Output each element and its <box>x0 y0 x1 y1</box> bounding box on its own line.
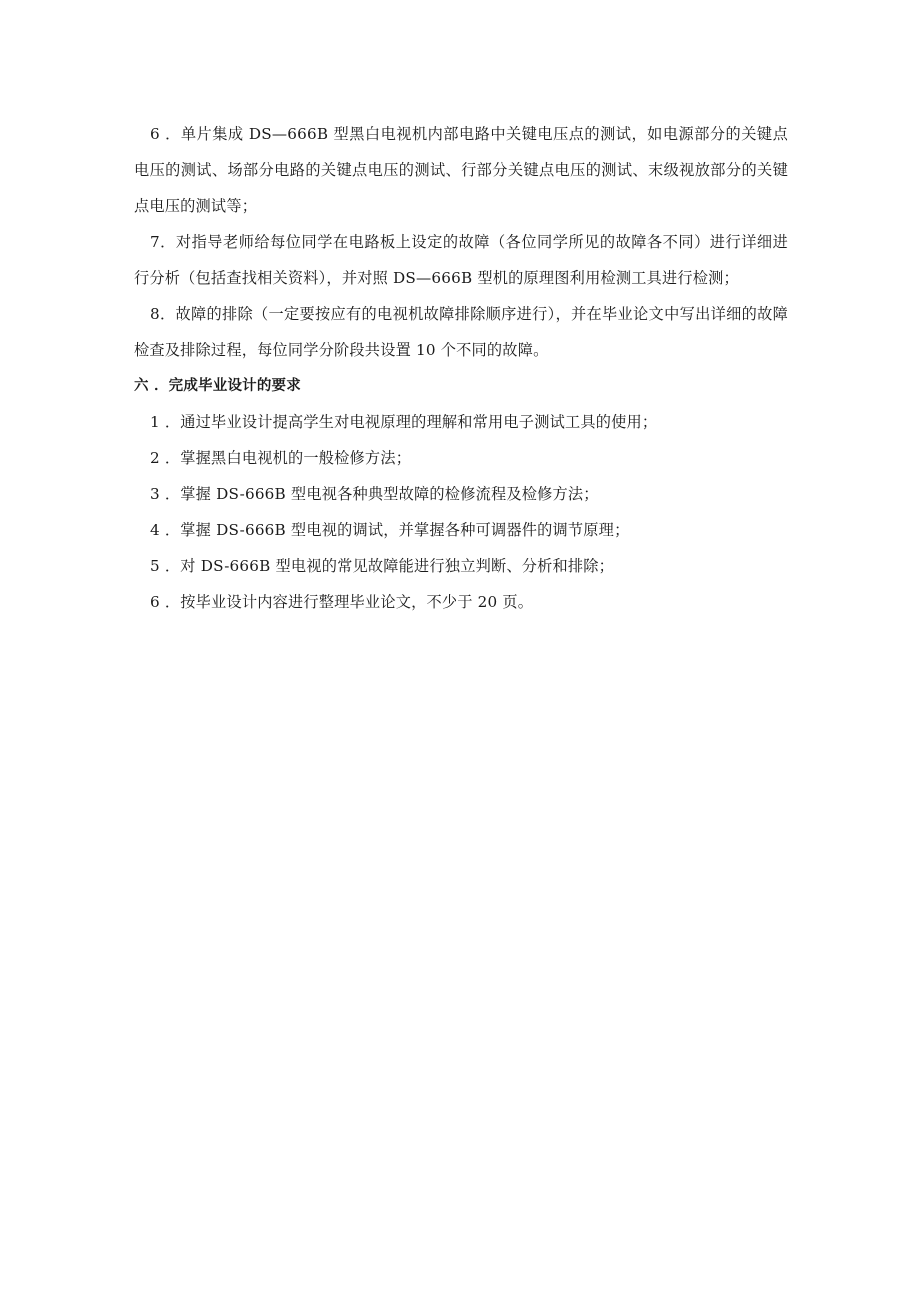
requirement-item-1: 1 ．通过毕业设计提高学生对电视原理的理解和常用电子测试工具的使用； <box>150 413 658 431</box>
requirement-item-4: 4 ．掌握 DS-666B 型电视的调试，并掌握各种可调器件的调节原理； <box>150 521 630 539</box>
paragraph-item-8: 8．故障的排除（一定要按应有的电视机故障排除顺序进行），并在毕业论文中写出详细的故障检查及排除过程，每位同学分阶段共设置 10 个不同的故障。 <box>134 305 788 359</box>
paragraph-item-6: 6 ．单片集成 DS—666B 型黑白电视机内部电路中关键电压点的测试，如电源部分的关键点电压的测试、场部分电路的关键点电压的测试、行部分关键点电压的测试、末级视放部分的关键点电压的测试等； <box>134 125 788 215</box>
requirement-item-5: 5 ．对 DS-666B 型电视的常见故障能进行独立判断、分析和排除； <box>150 557 615 575</box>
requirement-item-3: 3 ．掌握 DS-666B 型电视各种典型故障的检修流程及检修方法； <box>150 485 599 503</box>
document-body <box>134 116 788 620</box>
paragraph-item-7: 7．对指导老师给每位同学在电路板上设定的故障（各位同学所见的故障各不同）进行详细进行分析（包括查找相关资料），并对照 DS—666B 型机的原理图利用检测工具进行检测； <box>134 233 788 287</box>
requirement-item-6: 6 ．按毕业设计内容进行整理毕业论文，不少于 20 页。 <box>150 593 534 611</box>
section-heading-6: 六 ．完成毕业设计的要求 <box>134 378 301 394</box>
requirement-item-2: 2 ．掌握黑白电视机的一般检修方法； <box>150 449 412 467</box>
